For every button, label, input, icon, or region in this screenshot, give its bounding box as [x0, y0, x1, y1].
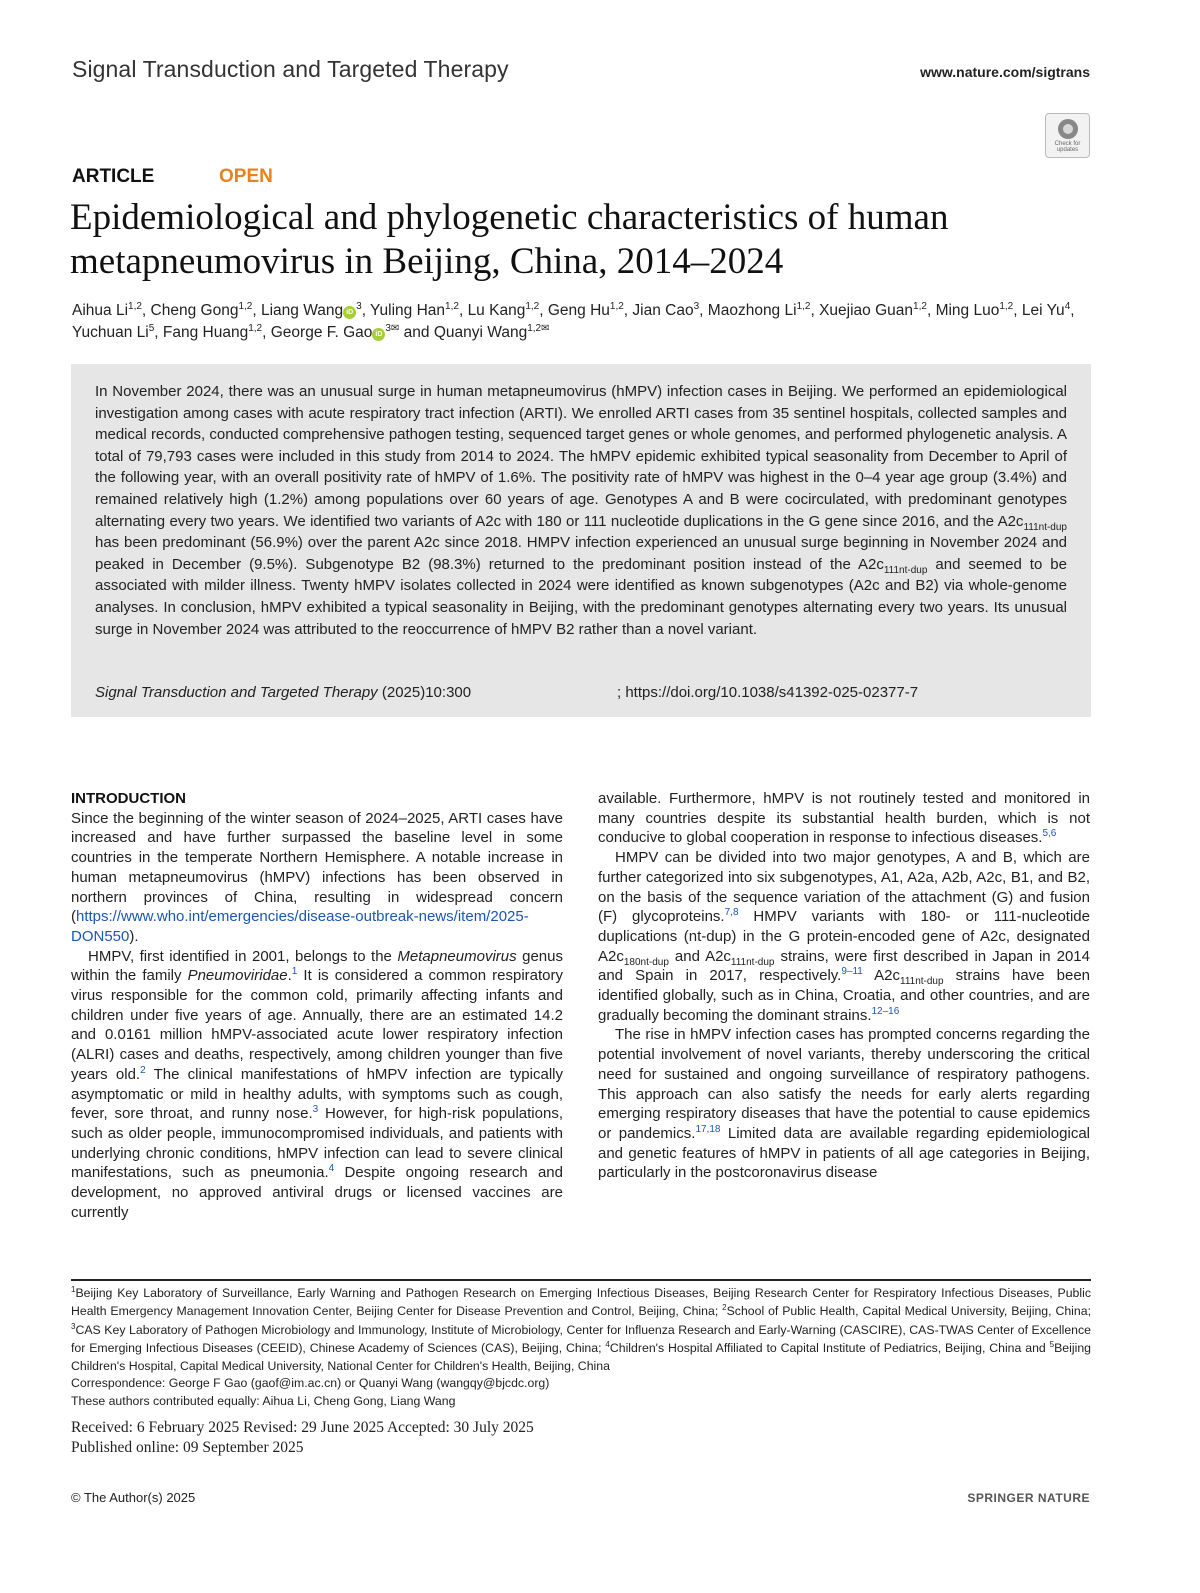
- author-affiliation: 1,2: [527, 322, 542, 334]
- check-updates-icon: [1058, 119, 1078, 139]
- ref-link[interactable]: 4: [328, 1163, 335, 1175]
- article-type: ARTICLE: [72, 166, 155, 187]
- author-name[interactable]: Quanyi Wang: [433, 324, 528, 341]
- who-outbreak-link[interactable]: https://www.who.int/emergencies/disease-outbreak-news/item/2025-DON550: [71, 908, 529, 945]
- ref-link[interactable]: 3: [312, 1104, 319, 1116]
- author-affiliation: 3: [385, 322, 391, 334]
- footnote-divider: [71, 1279, 1091, 1281]
- author-name[interactable]: Lei Yu: [1021, 302, 1065, 319]
- intro-paragraph-2: HMPV, first identified in 2001, belongs to the Metapneumovirus genus within the family Pneumoviridae.$^1$ It is considered a common respiratory virus responsible for the common cold, primarily affecting infants and children under five years of age. Annually, there are an estimated 14.2 and 0.0161 million hMPV-associated acute lower respiratory infection (ALRI) cases and deaths, respectively, among children younger than five years old.$^2$ The clinical manifestations of hMPV infection are typically asymptomatic or mild in healthy adults, with symptoms such as cough, fever, sore throat, and runny nose.$^3$ However, for high-risk populations, such as older people, immunocompromised individuals, and patients with underlying chronic conditions, hMPV infection can lead to severe clinical manifestations, such as pneumonia.$^4$ Despite ongoing research and development, no approved antiviral drugs or licensed vaccines are currently: [71, 947, 563, 1221]
- check-for-updates-button[interactable]: [1045, 113, 1090, 158]
- article-title: Epidemiological and phylogenetic characteristics of human metapneumovirus in Beijing, China, 2014–2024: [70, 197, 949, 282]
- author-affiliation: 1,2: [238, 300, 253, 312]
- orcid-icon[interactable]: iD: [343, 306, 356, 319]
- author-name[interactable]: Geng Hu: [547, 302, 610, 319]
- author-name[interactable]: Fang Huang: [162, 324, 249, 341]
- orcid-icon[interactable]: iD: [372, 328, 385, 341]
- author-affiliation: 1,2: [248, 322, 263, 334]
- author-separator: ,: [458, 302, 468, 319]
- citation: Signal Transduction and Targeted Therapy (2025)10:300: [95, 684, 472, 701]
- author-affiliation: 1,2: [913, 300, 927, 312]
- author-separator: ,: [810, 302, 820, 319]
- affiliations: $^1$Beijing Key Laboratory of Surveillance, Early Warning and Pathogen Research on Emerging Infectious Diseases, Beijing Research Center for Respiratory Infectious Diseases, Public Health Emergency Management Innovation Center, Beijing Center for Disease Prevention and Control, Beijing, China; $^2$School of Public Health, Capital Medical University, Beijing, China; $^3$CAS Key Laboratory of Pathogen Microbiology and Immunology, Institute of Microbiology, Center for Influenza Research and Early-Warning (CASCIRE), CAS-TWAS Center of Excellence for Emerging Infectious Diseases (CEEID), Chinese Academy of Sciences (CAS), Beijing, China; $^4$Children's Hospital Affiliated to Capital Institute of Pediatrics, Beijing, China and $^5$Beijing Children's Hospital, Capital Medical University, National Center for Children's Health, Beijing, China: [71, 1284, 1091, 1374]
- mail-icon[interactable]: ✉: [390, 322, 400, 334]
- author-affiliation: 1,2: [999, 300, 1014, 312]
- author-separator: ,: [154, 324, 163, 341]
- mail-icon[interactable]: ✉: [541, 322, 550, 334]
- author-affiliation: 5: [148, 322, 155, 334]
- ref-link[interactable]: 2: [140, 1064, 146, 1076]
- author-affiliation: 1,2: [525, 300, 540, 312]
- author-separator: ,: [252, 302, 261, 319]
- correspondence-block: [71, 1374, 549, 1411]
- author-affiliation: 3: [693, 300, 700, 312]
- author-separator: ,: [623, 302, 633, 319]
- author-separator: ,: [699, 302, 708, 319]
- abstract-text: In November 2024, there was an unusual surge in human metapneumovirus (hMPV) infection cases in Beijing. We performed an epidemiological investigation among cases with acute respiratory tract infection (ARTI). We enrolled ARTI cases from 35 sentinel hospitals, collected samples and medical records, conducted comprehensive pathogen testing, sequenced target genes or whole genomes, and performed phylogenetic analysis. A total of 79,793 cases were included in this study from 2014 to 2024. The hMPV epidemic exhibited typical seasonality from December to April of the following year, with an overall positivity rate of hMPV of 1.6%. The positivity rate of hMPV was highest in the 0–4 year age group (3.4%) and remained relatively high (1.2%) among populations over 60 years of age. Genotypes A and B were cocirculated, with predominant genotypes alternating every two years. We identified two variants of A2c with 180 or 111 nucleotide duplications in the G gene since 2016, and the $A2c_{111nt-dup}$ has been predominant (56.9%) over the parent A2c since 2018. HMPV infection experienced an unusual surge beginning in November 2024 and peaked in December (9.5%). Subgenotype B2 (98.3%) returned to the predominant position instead of the $A2c_{111nt-dup}$ and seemed to be associated with milder illness. Twenty hMPV isolates collected in 2024 were identified as known subgenotypes (A2c and B2) via whole-genome analyses. In conclusion, hMPV exhibited a typical seasonality in Beijing, with the predominant genotypes alternating every two years. Its unusual surge in November 2024 was attributed to the reoccurrence of hMPV B2 rather than a novel variant.: [95, 383, 1067, 638]
- author-name[interactable]: Jian Cao: [632, 302, 694, 319]
- intro-paragraph-5: The rise in hMPV infection cases has prompted concerns regarding the potential involvement of novel variants, thereby underscoring the critical need for sustained and ongoing surveillance of respiratory pathogens. This approach can also satisfy the needs for early alerts regarding emerging respiratory diseases that have the potential to cause epidemics or pandemics.$^{17,18}$ Limited data are available regarding epidemiological and genetic features of hMPV in patients of all age categories in Beijing, particularly in the postcoronavirus disease: [598, 1026, 1090, 1182]
- ref-link[interactable]: 7,8: [724, 907, 739, 919]
- ref-link[interactable]: 9–11: [841, 966, 863, 978]
- author-separator: ,: [1070, 302, 1075, 319]
- received-revised-accepted: Received: 6 February 2025 Revised: 29 June 2025 Accepted: 30 July 2025: [71, 1419, 534, 1436]
- author-separator: ,: [1013, 302, 1022, 319]
- ref-link[interactable]: 5,6: [1042, 828, 1057, 840]
- copyright: © The Author(s) 2025: [71, 1490, 196, 1505]
- author-name[interactable]: Yuling Han: [370, 302, 446, 319]
- author-separator: ,: [539, 302, 548, 319]
- author-name[interactable]: Liang Wang: [260, 302, 344, 319]
- intro-paragraph-1: Since the beginning of the winter season of 2024–2025, ARTI cases have increased and have further surpassed the baseline level in some countries in the temperate Northern Hemisphere. A notable increase in human metapneumovirus (hMPV) infections has been observed in northern provinces of China, resulting in widespread concern (https://www.who.int/emergencies/disease-outbreak-news/item/2025-DON550).: [71, 809, 563, 945]
- author-name[interactable]: Xuejiao Guan: [819, 302, 914, 319]
- intro-paragraph-4: HMPV can be divided into two major genotypes, A and B, which are further categorized into six subgenotypes, A1, A2a, A2b, A2c, B1, and B2, on the basis of the sequence variation of the attachment (G) and fusion (F) glycoproteins.$^{7,8}$ HMPV variants with 180- or 111-nucleotide duplications (nt-dup) in the G protein-encoded gene of A2c, designated $A2c_{180nt-dup}$ and $A2c_{111nt-dup}$ strains, were first described in Japan in 2014 and Spain in 2017, respectively.$^{9-11}$ $A2c_{111nt-dup}$ strains have been identified globally, such as in China, Croatia, and other countries, and are gradually becoming the dominant strains.$^{12-16}$: [598, 849, 1090, 1024]
- publisher-logo: SPRINGER NATURE: [967, 1491, 1090, 1505]
- section-heading-introduction: INTRODUCTION: [71, 790, 186, 807]
- author-separator: ,: [926, 302, 936, 319]
- author-list: [72, 300, 1102, 344]
- intro-paragraph-3: available. Furthermore, hMPV is not routinely tested and monitored in many countries despite its substantial health burden, which is not conducive to global cooperation in response to infectious diseases.$^{5,6}$: [598, 790, 1090, 847]
- correspondence: Correspondence: George F Gao (gaof@im.ac.cn) or Quanyi Wang (wangqy@bjcdc.org): [71, 1376, 550, 1390]
- intro-left-column: [71, 789, 563, 1222]
- author-separator: ,: [262, 324, 271, 341]
- author-affiliation: 1,2: [796, 300, 811, 312]
- author-separator: and: [399, 324, 434, 341]
- author-name[interactable]: Lu Kang: [467, 302, 526, 319]
- open-access-label: OPEN: [219, 166, 273, 187]
- journal-url-link[interactable]: www.nature.com/sigtrans: [920, 64, 1090, 80]
- ref-link[interactable]: 17,18: [695, 1123, 721, 1135]
- ref-link[interactable]: 12–16: [871, 1005, 900, 1017]
- author-name[interactable]: Ming Luo: [935, 302, 1000, 319]
- doi-link[interactable]: ; https://doi.org/10.1038/s41392-025-02377-7: [617, 684, 919, 701]
- author-affiliation: 1,2: [609, 300, 624, 312]
- author-name[interactable]: Yuchuan Li: [72, 324, 149, 341]
- publication-dates: [71, 1418, 534, 1458]
- author-name[interactable]: George F. Gao: [270, 324, 373, 341]
- author-separator: ,: [361, 302, 371, 319]
- published-online: Published online: 09 September 2025: [71, 1439, 304, 1456]
- check-updates-label: Check for updates: [1054, 141, 1081, 153]
- author-affiliation: 3: [356, 300, 362, 312]
- author-name[interactable]: Aihua Li: [72, 302, 129, 319]
- author-affiliation: 1,2: [128, 300, 142, 312]
- author-affiliation: 1,2: [445, 300, 459, 312]
- journal-name: Signal Transduction and Targeted Therapy: [72, 56, 509, 82]
- author-affiliation: 4: [1064, 300, 1071, 312]
- author-name[interactable]: Cheng Gong: [150, 302, 239, 319]
- author-separator: ,: [141, 302, 151, 319]
- ref-link[interactable]: 1: [291, 966, 298, 978]
- author-name[interactable]: Maozhong Li: [707, 302, 797, 319]
- intro-right-column: [598, 789, 1090, 1183]
- equal-contribution: These authors contributed equally: Aihua Li, Cheng Gong, Liang Wang: [71, 1394, 456, 1409]
